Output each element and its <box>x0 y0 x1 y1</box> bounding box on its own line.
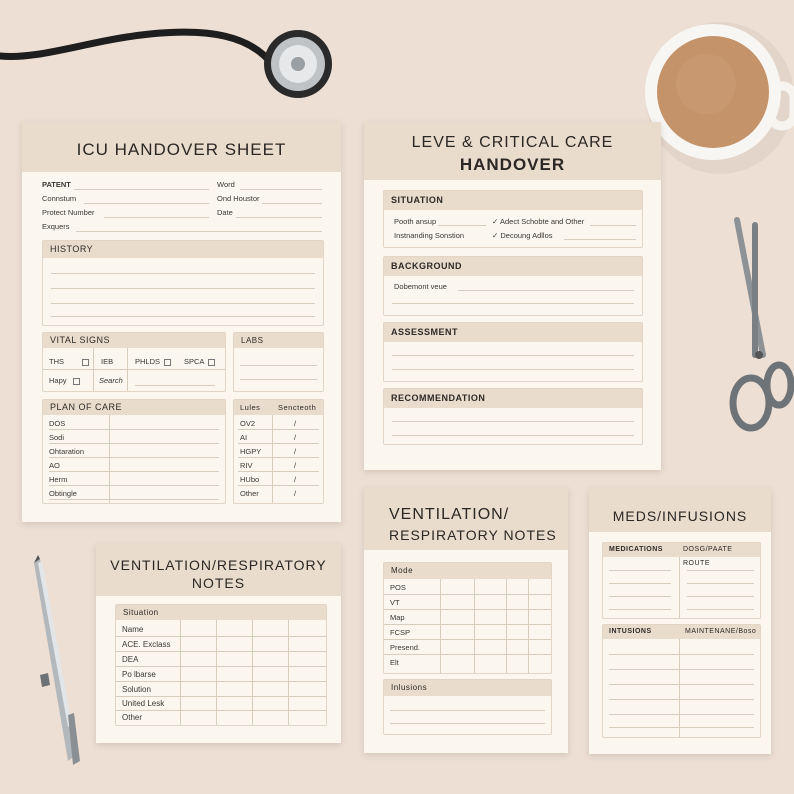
side-table-col2: Sencteoth <box>278 403 317 412</box>
infusions-line <box>390 723 545 724</box>
table-row-line <box>116 681 326 682</box>
ventilation-notes-sheet <box>96 544 341 743</box>
infusions-line <box>609 669 754 670</box>
infusions-box <box>383 679 552 735</box>
plan-row: AO <box>49 461 60 470</box>
situation-line <box>590 225 636 226</box>
side-line <box>238 443 319 444</box>
side-mark: / <box>294 433 297 442</box>
labs-box <box>233 332 324 392</box>
icu-handover-sheet <box>22 122 341 522</box>
meds-line <box>687 583 754 584</box>
infusions-line <box>609 684 754 685</box>
recommendation-line <box>392 435 634 436</box>
vital-divider <box>127 348 128 391</box>
recommendation-line <box>392 421 634 422</box>
table-row-line <box>116 710 326 711</box>
plan-line <box>49 457 219 458</box>
labs-line <box>240 365 317 366</box>
field-label: Protect Number <box>42 208 95 217</box>
side-table-col1: Lules <box>240 403 261 412</box>
situation-heading: SITUATION <box>384 191 642 210</box>
mode-header: Mode <box>384 563 551 579</box>
side-row: OV2 <box>240 419 256 428</box>
field-line <box>236 217 322 218</box>
situation-box <box>383 190 643 248</box>
scissors-icon <box>715 215 794 445</box>
side-mark: / <box>294 419 297 428</box>
infusions-table <box>602 624 761 738</box>
infusions-line <box>609 727 754 728</box>
ventilation-table <box>115 604 327 726</box>
coffee-cup-icon <box>640 16 794 176</box>
mode-row-line <box>384 639 551 640</box>
background-line <box>392 303 634 304</box>
vital-item: IEB <box>101 357 114 366</box>
checkbox-icon[interactable] <box>164 359 171 366</box>
checkbox-icon[interactable] <box>208 359 215 366</box>
background-box <box>383 256 643 316</box>
recommendation-heading: RECOMMENDATION <box>384 389 642 408</box>
plan-row: Ohtaration <box>49 447 85 456</box>
side-table-header <box>234 400 323 415</box>
infusions-line <box>609 654 754 655</box>
table-row-line <box>116 666 326 667</box>
meds-line <box>687 570 754 571</box>
maintenance-col: MAINTENANE/Boso <box>685 628 757 635</box>
field-label: Word <box>217 180 235 189</box>
medications-col: MEDICATIONS <box>609 546 663 553</box>
situation-row: Pooth ansup <box>394 217 437 226</box>
checkbox-icon[interactable] <box>73 378 80 385</box>
side-line <box>238 429 319 430</box>
plan-row: Sodi <box>49 433 65 442</box>
side-mark: / <box>294 447 297 456</box>
recommendation-box <box>383 388 643 445</box>
infusions-line <box>609 714 754 715</box>
stethoscope-icon <box>0 20 340 110</box>
history-line <box>51 288 315 289</box>
infusions-heading: Inlusions <box>384 680 551 696</box>
table-row: Name <box>122 625 144 634</box>
plan-row: DOS <box>49 419 66 428</box>
table-row: Other <box>122 713 143 722</box>
field-line <box>262 203 322 204</box>
sheet-title-line2: NOTES <box>191 575 246 591</box>
field-label: Ond Houstor <box>217 194 260 203</box>
side-row: RIV <box>240 461 253 470</box>
sheet-title: MEDS/INFUSIONS <box>612 508 748 524</box>
side-row: AI <box>240 433 248 442</box>
field-label: Exquers <box>42 222 70 231</box>
side-line <box>238 457 319 458</box>
mode-row: Elt <box>390 658 399 667</box>
sheet-title-line2: RESPIRATORY NOTES <box>389 527 557 543</box>
side-mark: / <box>294 475 297 484</box>
table-row-line <box>116 696 326 697</box>
mode-row: VT <box>390 598 400 607</box>
situation-row: ✓ Decoung Adllos <box>492 231 553 240</box>
side-line <box>238 485 319 486</box>
history-box <box>42 240 324 326</box>
mode-row-line <box>384 594 551 595</box>
field-line <box>74 189 209 190</box>
sheet-title-line1: LEVE & CRITICAL CARE <box>411 134 614 151</box>
vital-item: Hapy <box>49 376 80 385</box>
table-row: United Lesk <box>122 699 165 708</box>
infusions-header <box>603 625 760 639</box>
vital-item: THS <box>49 357 89 366</box>
meds-line <box>687 596 754 597</box>
side-mark: / <box>294 489 297 498</box>
field-line <box>104 217 209 218</box>
table-row: Po lbarse <box>122 670 156 679</box>
sheet-title-line1: VENTILATION/ <box>389 506 510 523</box>
history-line <box>51 303 315 304</box>
meds-line <box>609 570 671 571</box>
labs-line <box>240 379 317 380</box>
mode-table <box>383 562 552 674</box>
sheet-title: ICU HANDOVER SHEET <box>76 140 287 159</box>
table-row: Solution <box>122 685 151 694</box>
side-row: HUbo <box>240 475 260 484</box>
checkbox-icon[interactable] <box>82 359 89 366</box>
infusions-line <box>390 710 545 711</box>
table-row: ACE. Exclass <box>122 640 171 649</box>
history-heading: HISTORY <box>43 241 323 258</box>
situation-row: Instnanding Sonstion <box>394 231 465 240</box>
critical-care-handover-sheet <box>364 122 661 470</box>
labs-heading: LABS <box>234 333 323 348</box>
table-row-line <box>116 651 326 652</box>
side-table-box <box>233 399 324 504</box>
vital-divider <box>43 369 225 370</box>
vital-signs-heading: VITAL SIGNS <box>43 333 225 348</box>
field-label: PATENT <box>42 180 71 189</box>
respiratory-notes-sheet <box>364 488 568 753</box>
side-line <box>238 471 319 472</box>
table-header: Situation <box>116 605 326 620</box>
field-label: Connstum <box>42 194 77 203</box>
assessment-box <box>383 322 643 382</box>
plan-line <box>49 471 219 472</box>
background-heading: BACKGROUND <box>384 257 642 276</box>
side-row: HGPY <box>240 447 262 456</box>
meds-divider <box>679 557 680 618</box>
assessment-line <box>392 355 634 356</box>
meds-infusions-sheet <box>589 488 771 754</box>
field-label: Date <box>217 208 233 217</box>
situation-line <box>438 225 486 226</box>
vital-line <box>135 385 215 386</box>
plan-line <box>49 499 219 500</box>
plan-row: Herm <box>49 475 68 484</box>
plan-line <box>49 443 219 444</box>
situation-row: ✓ Adect Schobte and Other <box>492 217 585 226</box>
plan-of-care-box <box>42 399 226 504</box>
history-line <box>51 316 315 317</box>
table-row: DEA <box>122 655 139 664</box>
table-row-line <box>116 636 326 637</box>
vital-item: PHLDS <box>135 357 171 366</box>
field-line <box>84 203 209 204</box>
meds-line <box>609 583 671 584</box>
infusions-line <box>609 699 754 700</box>
plan-row: Obtingle <box>49 489 77 498</box>
dose-route-col: DOSG/PAATE ROUTE <box>683 546 733 567</box>
mode-row: Presend. <box>390 643 421 652</box>
mode-row: POS <box>390 583 406 592</box>
meds-line <box>687 609 754 610</box>
sheet-title-line2: HANDOVER <box>459 155 566 174</box>
background-row: Dobemont veue <box>394 282 447 291</box>
medications-header <box>603 543 760 567</box>
plan-line <box>49 485 219 486</box>
meds-line <box>609 609 671 610</box>
field-line <box>76 231 322 232</box>
sheet-title-line1: VENTILATION/RESPIRATORY <box>110 557 327 573</box>
medications-table <box>602 542 761 619</box>
vital-signs-box <box>42 332 226 392</box>
situation-line <box>564 239 636 240</box>
vital-item: SPCA <box>184 357 215 366</box>
plan-line <box>49 429 219 430</box>
pen-icon <box>24 555 84 770</box>
mode-row-line <box>384 654 551 655</box>
mode-row-line <box>384 624 551 625</box>
mode-row: FCSP <box>390 628 411 637</box>
mode-row: Map <box>390 613 405 622</box>
field-line <box>240 189 322 190</box>
assessment-heading: ASSESSMENT <box>384 323 642 342</box>
meds-line <box>609 596 671 597</box>
history-line <box>51 273 315 274</box>
vital-item: Search <box>99 376 123 385</box>
vital-divider <box>93 348 94 391</box>
infusions-col: INTUSIONS <box>609 628 652 635</box>
side-row: Other <box>240 489 259 498</box>
plan-of-care-heading: PLAN OF CARE <box>43 400 225 415</box>
side-mark: / <box>294 461 297 470</box>
mode-row-line <box>384 609 551 610</box>
assessment-line <box>392 369 634 370</box>
background-line <box>458 290 634 291</box>
